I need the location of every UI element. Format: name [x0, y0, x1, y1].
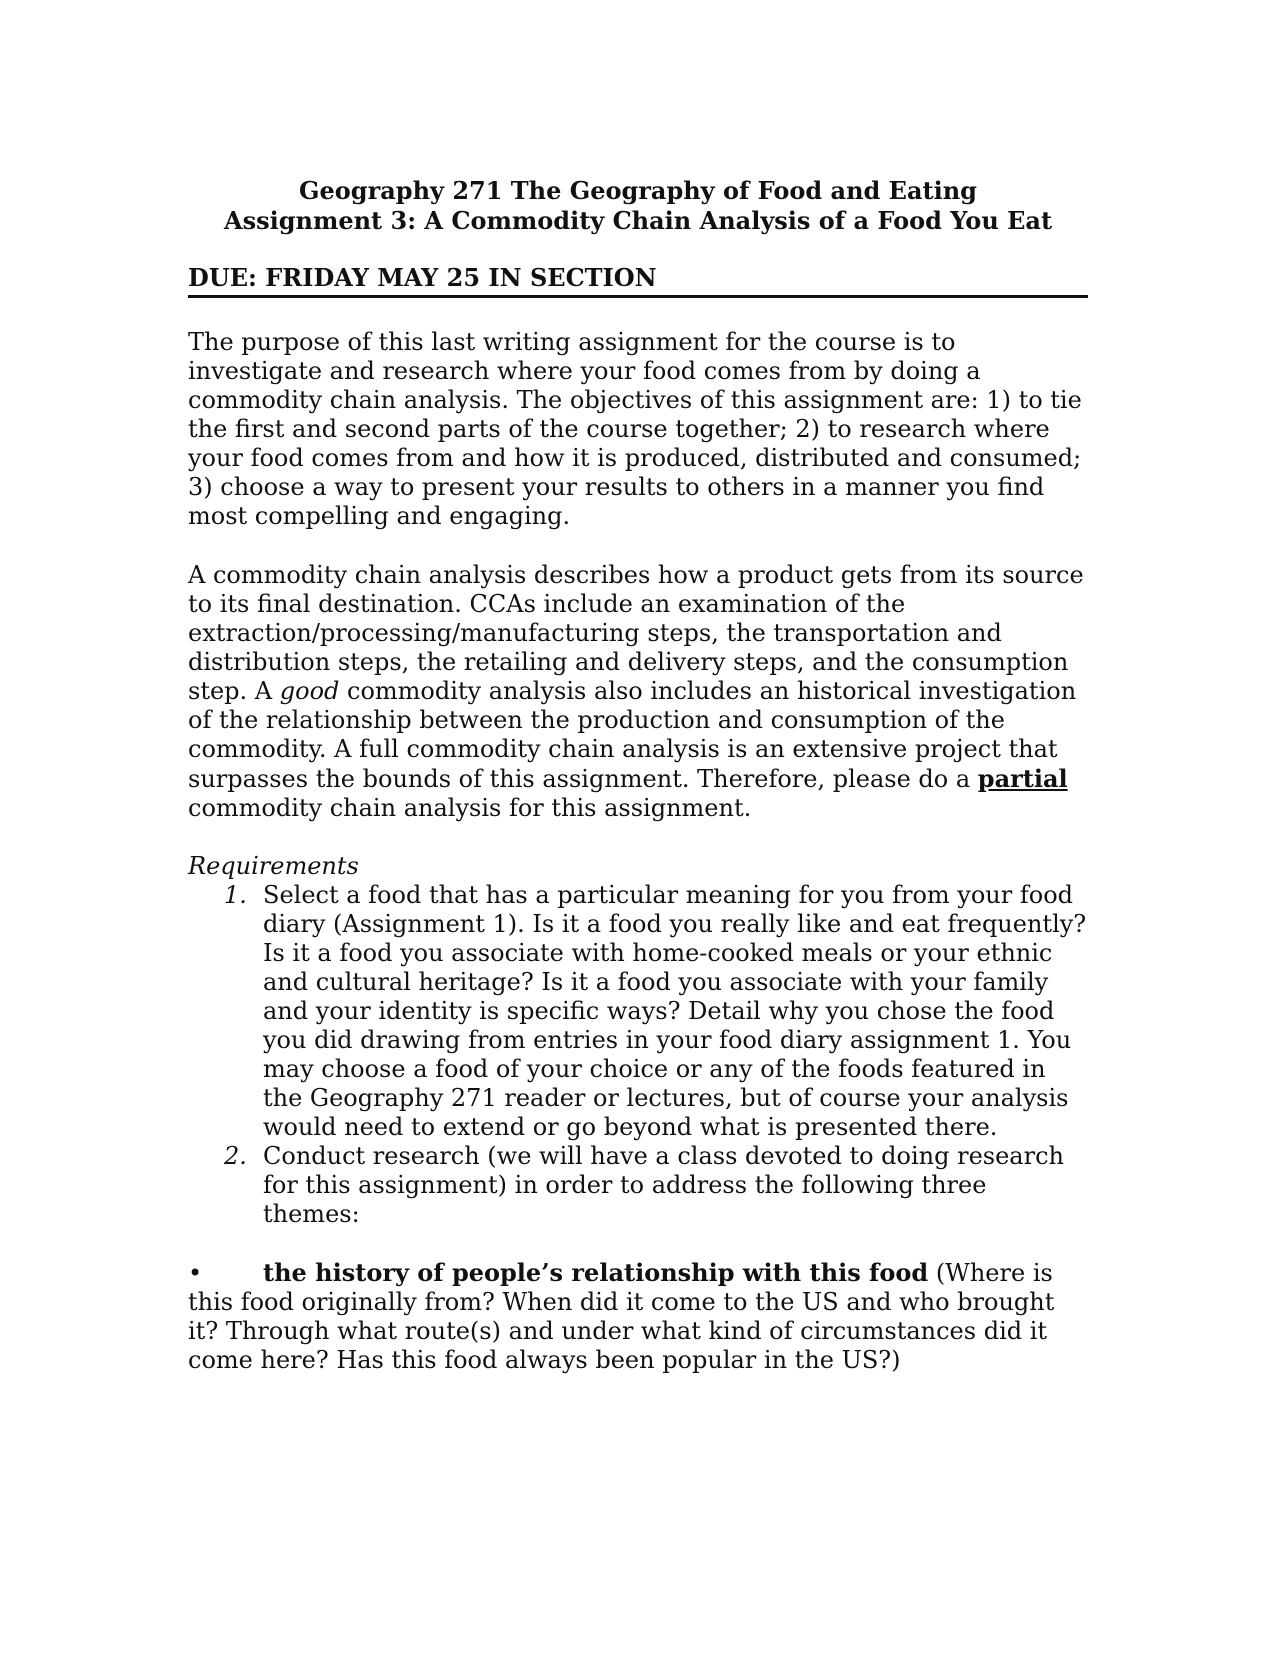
requirement-item [188, 881, 1088, 1142]
requirement-text: Select a food that has a particular meaning for you from your food diary (Assignment 1). Is it a food you really like and eat frequently? Is it a food you associate with home-cooked meals or your ethnic and cultural heritage? Is it a food you associate with your family and your identity is specific ways? Detail why you chose the food you did drawing from entries in your food diary assignment 1. You may choose a food of your choice or any of the foods featured in the Geography 271 reader or lectures, but of course your analysis would need to extend or go beyond what is presented there. [263, 881, 1087, 1141]
cca-paragraph [188, 561, 1088, 823]
purpose-paragraph: The purpose of this last writing assignment for the course is to investigate and research where your food comes from by doing a commodity chain analysis. The objectives of this assignment are: 1) to tie the first and second parts of the course together; 2) to research where your food comes from and how it is produced, distributed and consumed; 3) choose a way to present your results to others in a manner you find most compelling and engaging. [188, 328, 1082, 530]
requirement-number: 2. [224, 1142, 247, 1170]
due-date-heading: DUE: FRIDAY MAY 25 IN SECTION [188, 263, 1088, 298]
cca-emphasis-good: good [279, 677, 340, 705]
theme-lead: the history of people’s relationship with this food [263, 1258, 929, 1287]
requirement-item [188, 1142, 1088, 1229]
bullet-icon: • [188, 1259, 203, 1287]
document-title [188, 176, 1088, 236]
requirement-text: Conduct research (we will have a class devoted to doing research for this assignment) in order to address the following three themes: [263, 1142, 1064, 1228]
requirement-number: 1. [224, 881, 247, 909]
cca-text-part2: commodity analysis also includes an historical investigation of the relationship between the production and consumption of the commodity. A full commodity chain analysis is an extensive project that surpasses the bounds of this assignment. Therefore, please do a [188, 677, 1077, 793]
theme-item [188, 1258, 1088, 1375]
cca-text-part3: commodity chain analysis for this assignment. [188, 794, 752, 822]
requirements-heading: Requirements [188, 852, 359, 880]
document-page [188, 176, 1088, 1375]
theme-text: (Where is this food originally from? When did it come to the US and who brought it? Through what route(s) and under what kind of circumstances did it come here? Has this food always been popular in the US?) [188, 1259, 1055, 1374]
course-title: Geography 271 The Geography of Food and Eating [299, 176, 977, 205]
assignment-title: Assignment 3: A Commodity Chain Analysis of a Food You Eat [223, 206, 1053, 235]
cca-partial-emphasis: partial [977, 764, 1068, 793]
requirements-list [188, 881, 1088, 1229]
cca-text-part1: A commodity chain analysis describes how a product gets from its source to its final destination. CCAs include an examination of the extraction/processing/manufacturing steps, the transportation and distribution steps, the retailing and delivery steps, and the consumption step. A [188, 561, 1084, 705]
